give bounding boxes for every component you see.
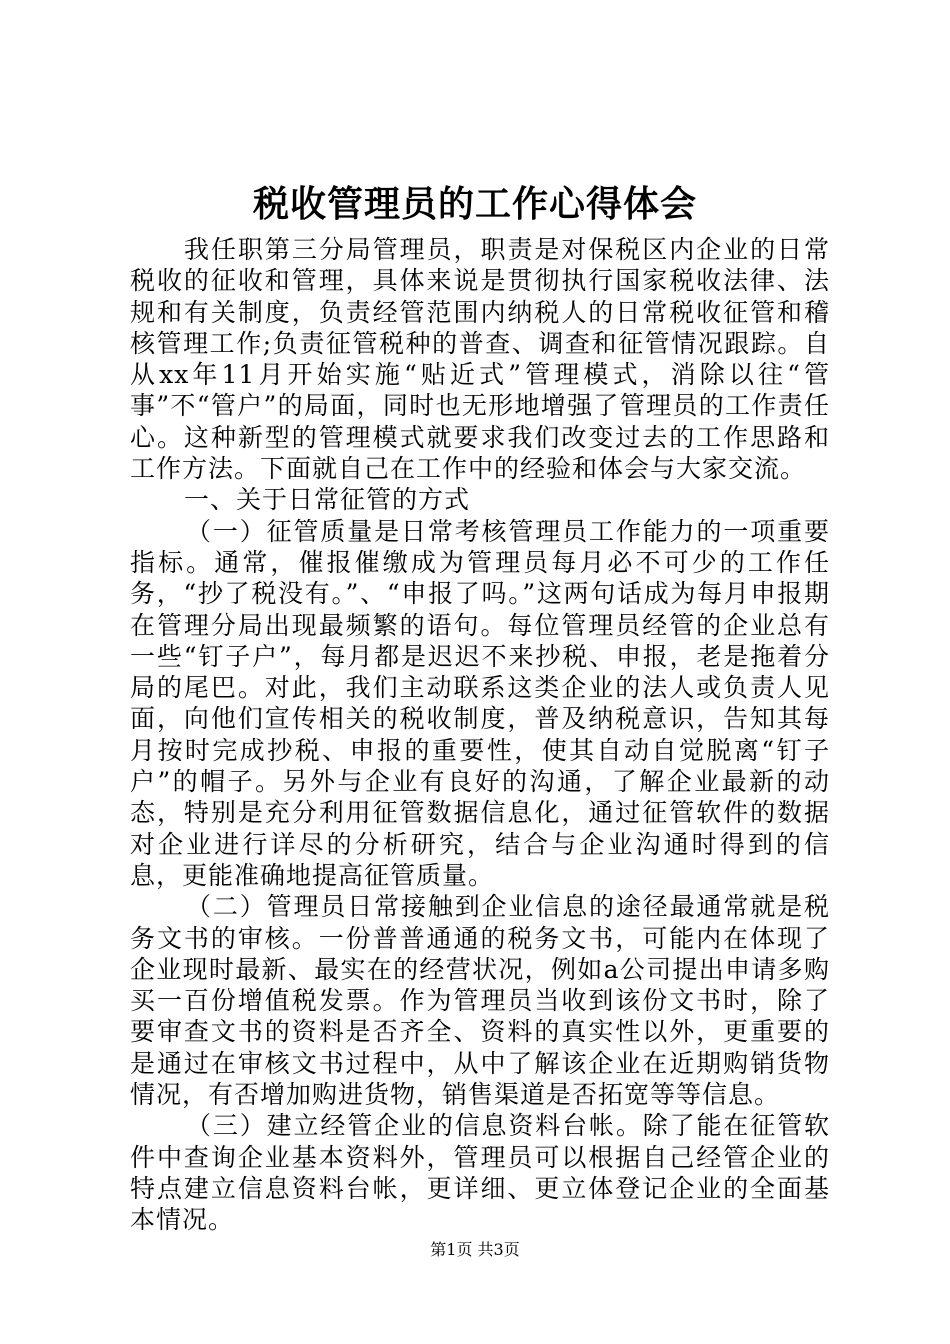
page-footer: 第1页 共3页 bbox=[430, 1240, 520, 1259]
paragraph-item-2: （二）管理员日常接触到企业信息的途径最通常就是税务文书的审核。一份普普通通的税务文书，可能内在体现了企业现时最新、最实在的经营状况，例如a公司提出申请多购买一百份增值税发票。作为管理员当收到该份文书时，除了要审查文书的资料是否齐全、资料的真实性以外，更重要的是通过在审核文书过程中，从中了解该企业在近期购销货物情况，有否增加购进货物，销售渠道是否拓宽等等信息。 bbox=[130, 892, 830, 1110]
paragraph-item-1: （一）征管质量是日常考核管理员工作能力的一项重要指标。通常，催报催缴成为管理员每月必不可少的工作任务，“抄了税没有。”、“申报了吗。”这两句话成为每月申报期在管理分局出现最频繁的语句。每位管理员经管的企业总有一些“钉子户”，每月都是迟迟不来抄税、申报，老是拖着分局的尾巴。对此，我们主动联系这类企业的法人或负责人见面，向他们宣传相关的税收制度，普及纳税意识，告知其每月按时完成抄税、申报的重要性，使其自动自觉脱离“钉子户”的帽子。另外与企业有良好的沟通，了解企业最新的动态，特别是充分利用征管数据信息化，通过征管软件的数据对企业进行详尽的分析研究，结合与企业沟通时得到的信息，更能准确地提高征管质量。 bbox=[130, 516, 830, 890]
intro-paragraph: 我任职第三分局管理员，职责是对保税区内企业的日常税收的征收和管理，具体来说是贯彻执行国家税收法律、法规和有关制度，负责经管范围内纳税人的日常税收征管和稽核管理工作;负责征管税种的普查、调查和征管情况跟踪。自从xx年11月开始实施“贴近式”管理模式，消除以往“管事”不“管户”的局面，同时也无形地增强了管理员的工作责任心。这种新型的管理模式就要求我们改变过去的工作思路和工作方法。下面就自己在工作中的经验和体会与大家交流。 bbox=[130, 235, 830, 484]
document-body bbox=[130, 234, 830, 1236]
document-title: 税收管理员的工作心得体会 bbox=[252, 183, 697, 226]
paragraph-item-3: （三）建立经管企业的信息资料台帐。除了能在征管软件中查询企业基本资料外，管理员可以根据自己经管企业的特点建立信息资料台帐，更详细、更立体登记企业的全面基本情况。 bbox=[130, 1111, 830, 1235]
section-heading: 一、关于日常征管的方式 bbox=[184, 485, 471, 515]
